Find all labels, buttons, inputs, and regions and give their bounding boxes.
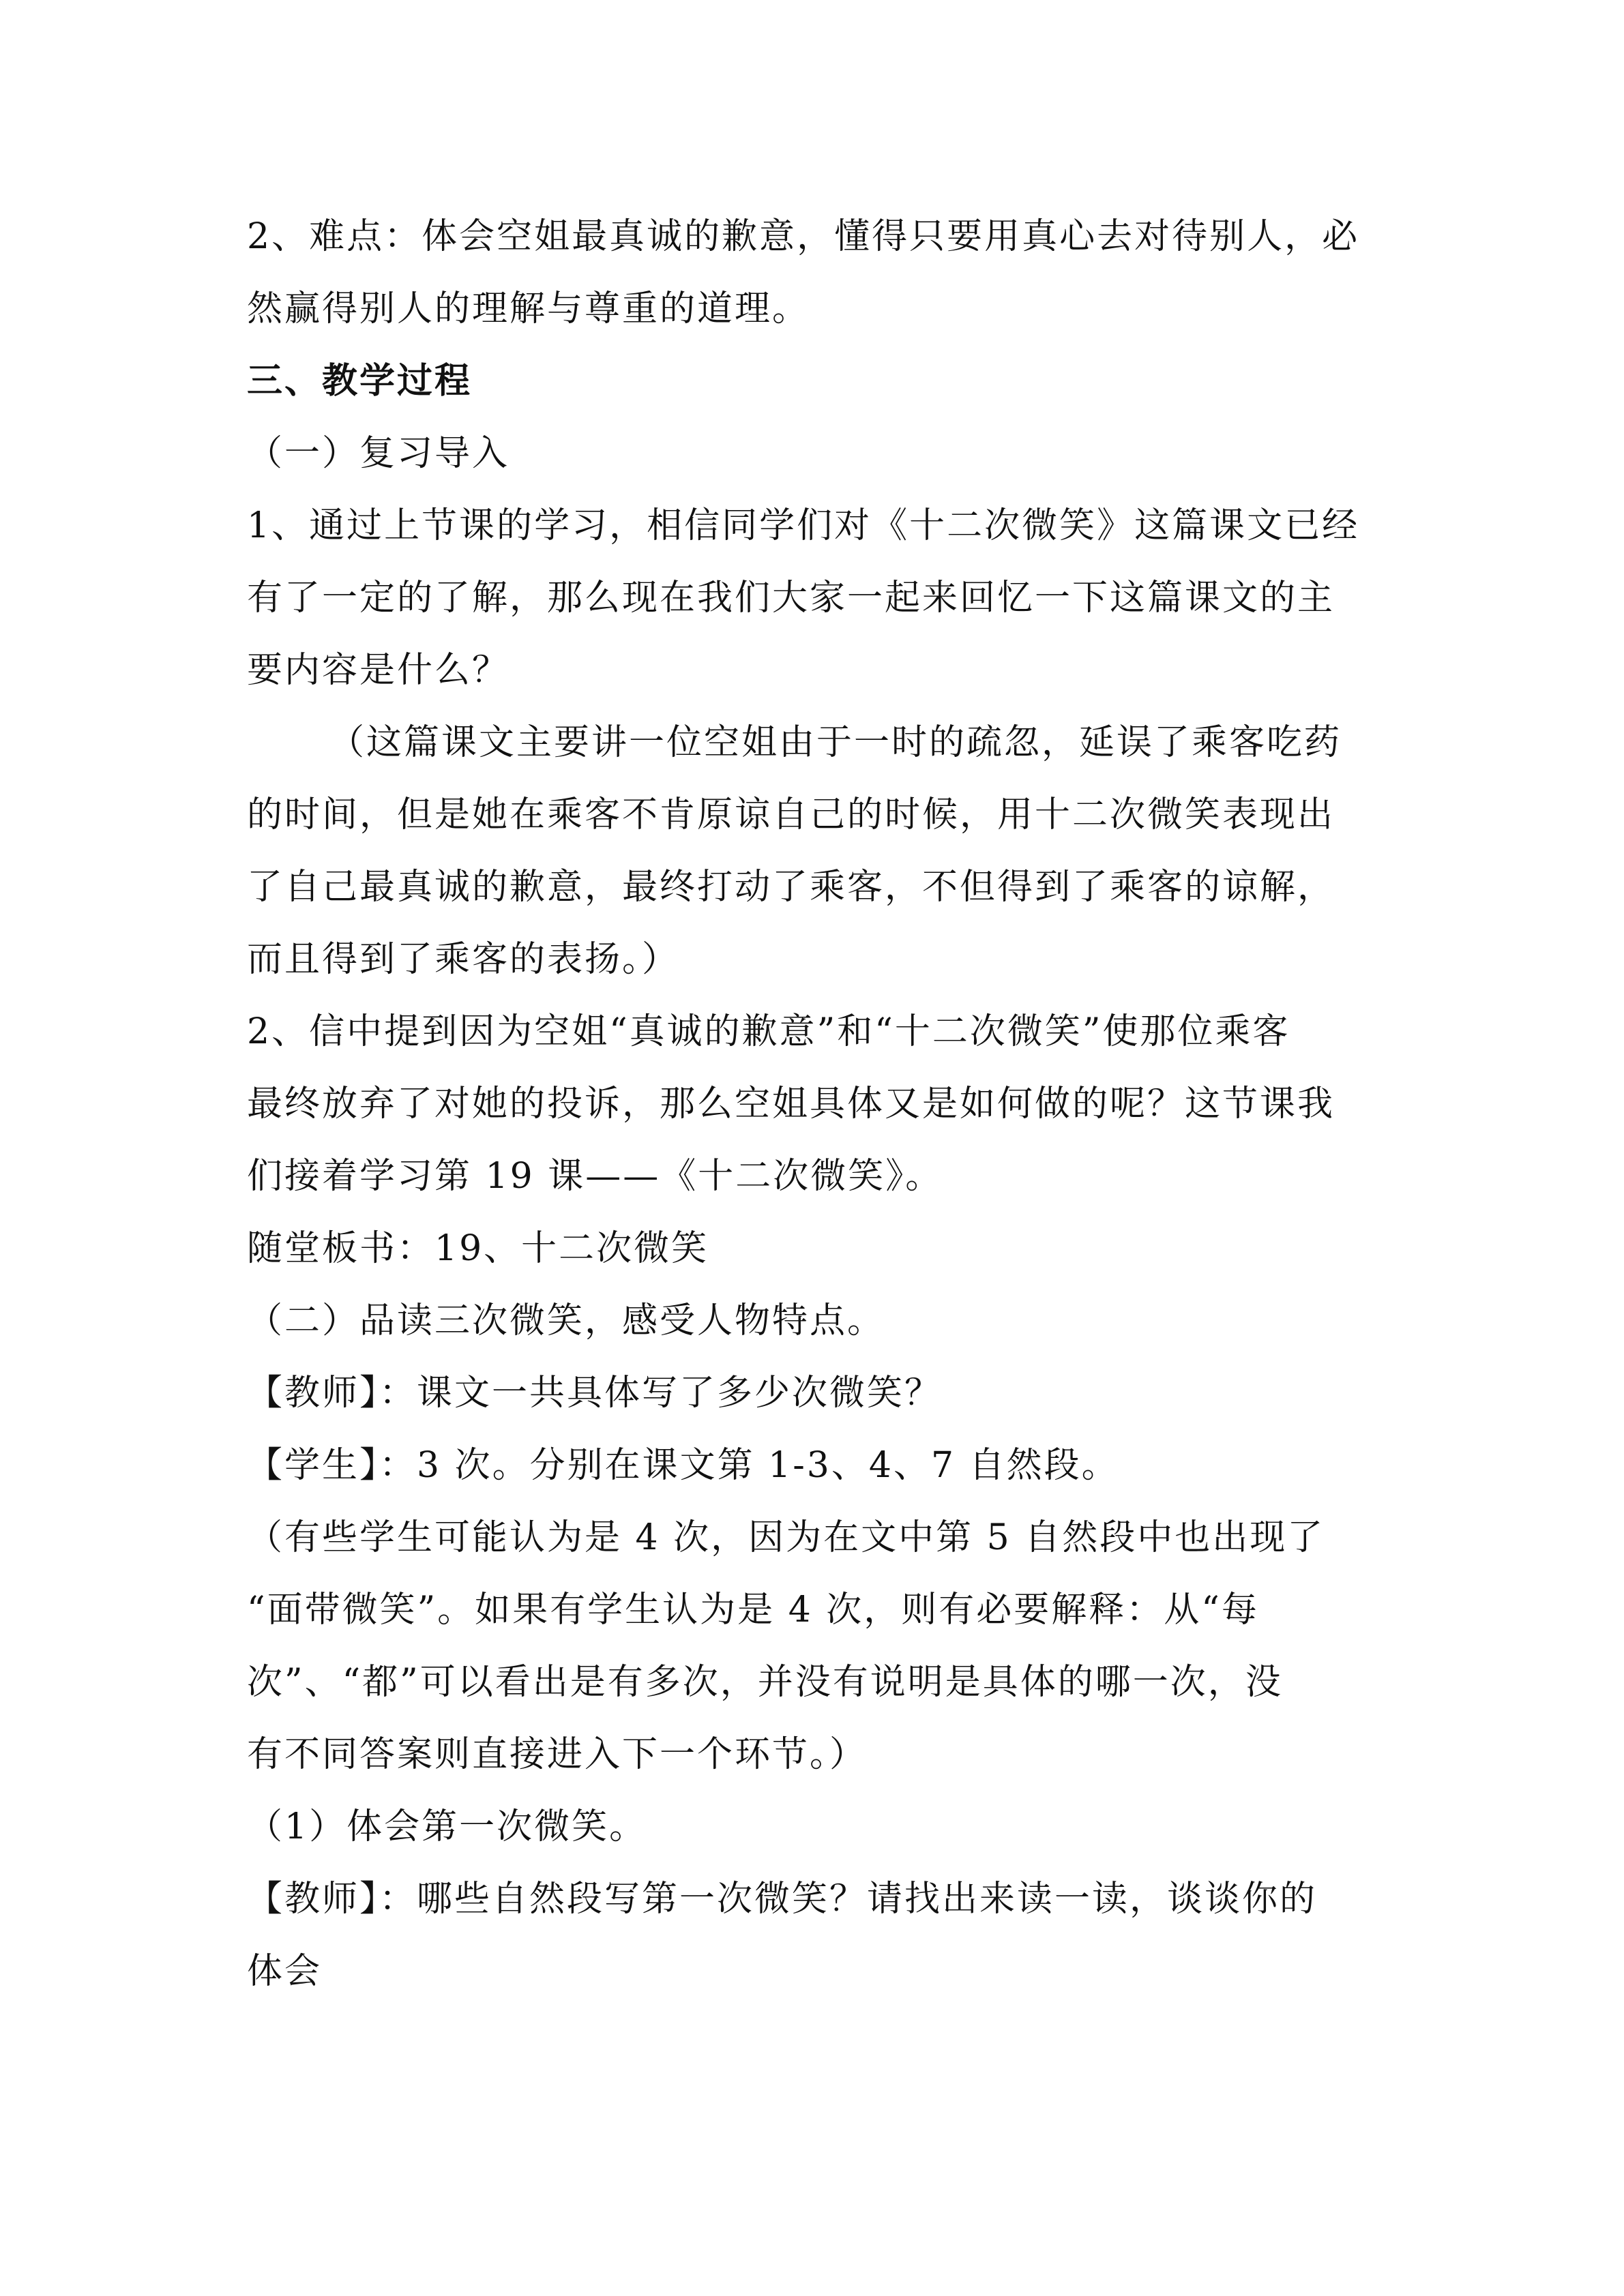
summary-line-1: （这篇课文主要讲一位空姐由于一时的疏忽，延误了乘客吃药: [329, 722, 1342, 763]
summary-line-2: 的时间，但是她在乘客不肯原谅自己的时候，用十二次微笑表现出: [247, 794, 1335, 835]
student-answer-line: 【学生】：3 次。分别在课文第 1-3、4、7 自然段。: [247, 1445, 1119, 1486]
note-line-2: “面带微笑”。如果有学生认为是 4 次，则有必要解释：从“每: [247, 1590, 1259, 1630]
paragraph-2-line-1: 2、信中提到因为空姐“真诚的歉意”和“十二次微笑”使那位乘客: [247, 1011, 1290, 1052]
summary-line-4: 而且得到了乘客的表扬。）: [247, 939, 680, 980]
note-line-4: 有不同答案则直接进入下一个环节。）: [247, 1734, 868, 1775]
section-heading-teaching-process: 三、教学过程: [247, 360, 473, 402]
note-line-3: 次”、“都”可以看出是有多次，并没有说明是具体的哪一次，没: [247, 1662, 1283, 1703]
paragraph-1-line-3: 要内容是什么？: [247, 650, 510, 691]
subsection-three-smiles: （二）品读三次微笑，感受人物特点。: [247, 1300, 885, 1341]
paragraph-1-line-2: 有了一定的了解，那么现在我们大家一起来回忆一下这篇课文的主: [247, 578, 1335, 618]
summary-line-3: 了自己最真诚的歉意，最终打动了乘客，不但得到了乘客的谅解，: [247, 867, 1335, 908]
board-note-line: 随堂板书：19、十二次微笑: [247, 1228, 709, 1269]
first-smile-heading: （1）体会第一次微笑。: [247, 1806, 647, 1847]
subsection-review-intro: （一）复习导入: [247, 433, 510, 474]
difficulty-point-line-2: 然赢得别人的理解与尊重的道理。: [247, 288, 810, 329]
teacher-question-line: 【教师】：课文一共具体写了多少次微笑？: [247, 1373, 943, 1414]
paragraph-2-line-2: 最终放弃了对她的投诉，那么空姐具体又是如何做的呢？这节课我: [247, 1084, 1335, 1124]
teacher-prompt-line-2: 体会: [247, 1951, 323, 1992]
note-line-1: （有些学生可能认为是 4 次，因为在文中第 5 自然段中也出现了: [247, 1517, 1325, 1558]
teacher-prompt-line-1: 【教师】：哪些自然段写第一次微笑？请找出来读一读，谈谈你的: [247, 1879, 1318, 1920]
difficulty-point-line-1: 2、难点：体会空姐最真诚的歉意，懂得只要用真心去对待别人，必: [247, 216, 1360, 257]
paragraph-1-line-1: 1、通过上节课的学习，相信同学们对《十二次微笑》这篇课文已经: [247, 505, 1360, 546]
paragraph-2-line-3: 们接着学习第 19 课——《十二次微笑》。: [247, 1156, 943, 1197]
